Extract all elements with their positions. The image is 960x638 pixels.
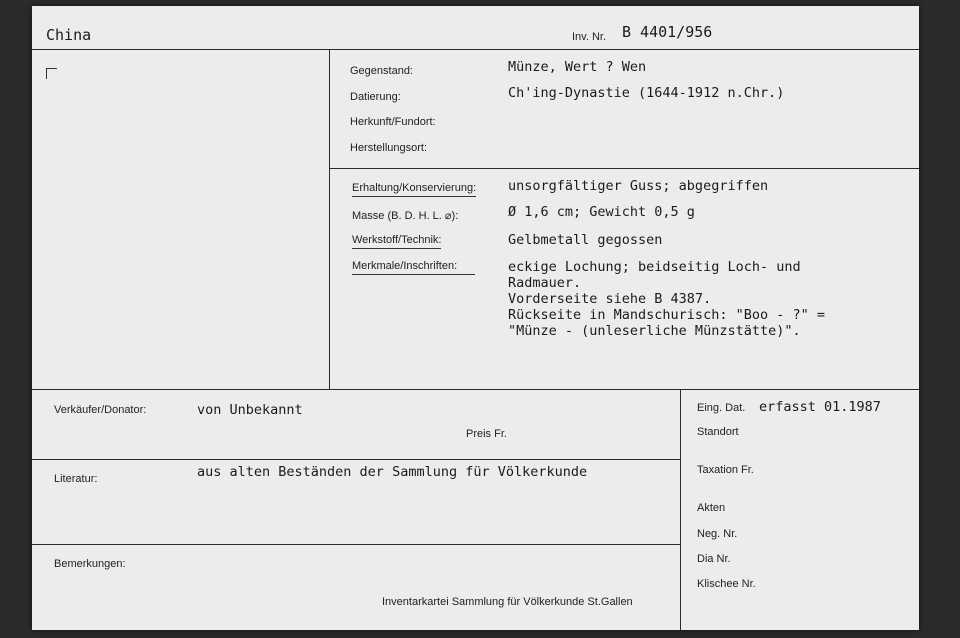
image-panel-divider <box>329 50 330 389</box>
inventory-card <box>32 6 919 630</box>
country-title: China <box>46 26 92 44</box>
gegenstand-value: Münze, Wert ? Wen <box>508 59 647 75</box>
datierung-label: Datierung: <box>350 91 401 103</box>
eing-dat-value: erfasst 01.1987 <box>759 399 881 415</box>
dia-nr-label: Dia Nr. <box>697 553 731 565</box>
herstellungsort-label: Herstellungsort: <box>350 142 428 154</box>
werkstoff-label: Werkstoff/Technik: <box>352 234 441 249</box>
literatur-divider <box>32 459 680 460</box>
footer-text: Inventarkartei Sammlung für Völkerkunde St.Gallen <box>382 596 633 608</box>
literatur-label: Literatur: <box>54 473 98 485</box>
right-column-divider <box>680 389 681 630</box>
eing-dat-label: Eing. Dat. <box>697 402 746 414</box>
herkunft-label: Herkunft/Fundort: <box>350 116 436 128</box>
literatur-value: aus alten Beständen der Sammlung für Völkerkunde <box>197 464 588 480</box>
werkstoff-value: Gelbmetall gegossen <box>508 232 663 248</box>
merkmale-value: eckige Lochung; beidseitig Loch- und Radmauer. Vorderseite siehe B 4387. Rückseite in Mandschurisch: "Boo - ?" = "Münze - (unleserliche Münzstätte)". <box>508 259 825 339</box>
klischee-nr-label: Klischee Nr. <box>697 578 756 590</box>
taxation-label: Taxation Fr. <box>697 464 754 476</box>
erhaltung-value: unsorgfältiger Guss; abgegriffen <box>508 178 769 194</box>
header-divider <box>32 49 919 50</box>
verkaeufer-value: von Unbekannt <box>197 402 303 418</box>
bemerkungen-label: Bemerkungen: <box>54 558 126 570</box>
lower-divider <box>32 389 919 390</box>
masse-value: Ø 1,6 cm; Gewicht 0,5 g <box>508 204 695 220</box>
erhaltung-label: Erhaltung/Konservierung: <box>352 182 476 197</box>
preis-label: Preis Fr. <box>466 428 507 440</box>
neg-nr-label: Neg. Nr. <box>697 528 738 540</box>
datierung-value: Ch'ing-Dynastie (1644-1912 n.Chr.) <box>508 85 785 101</box>
verkaeufer-label: Verkäufer/Donator: <box>54 404 147 416</box>
image-corner-mark <box>46 68 57 79</box>
standort-label: Standort <box>697 426 739 438</box>
masse-label: Masse (B. D. H. L. ⌀): <box>352 210 459 222</box>
section-divider <box>329 168 919 169</box>
inv-nr-value: B 4401/956 <box>622 23 713 41</box>
gegenstand-label: Gegenstand: <box>350 65 413 77</box>
inv-nr-label: Inv. Nr. <box>572 31 607 43</box>
akten-label: Akten <box>697 502 726 514</box>
merkmale-label: Merkmale/Inschriften: <box>352 260 475 275</box>
bemerkungen-divider <box>32 544 680 545</box>
